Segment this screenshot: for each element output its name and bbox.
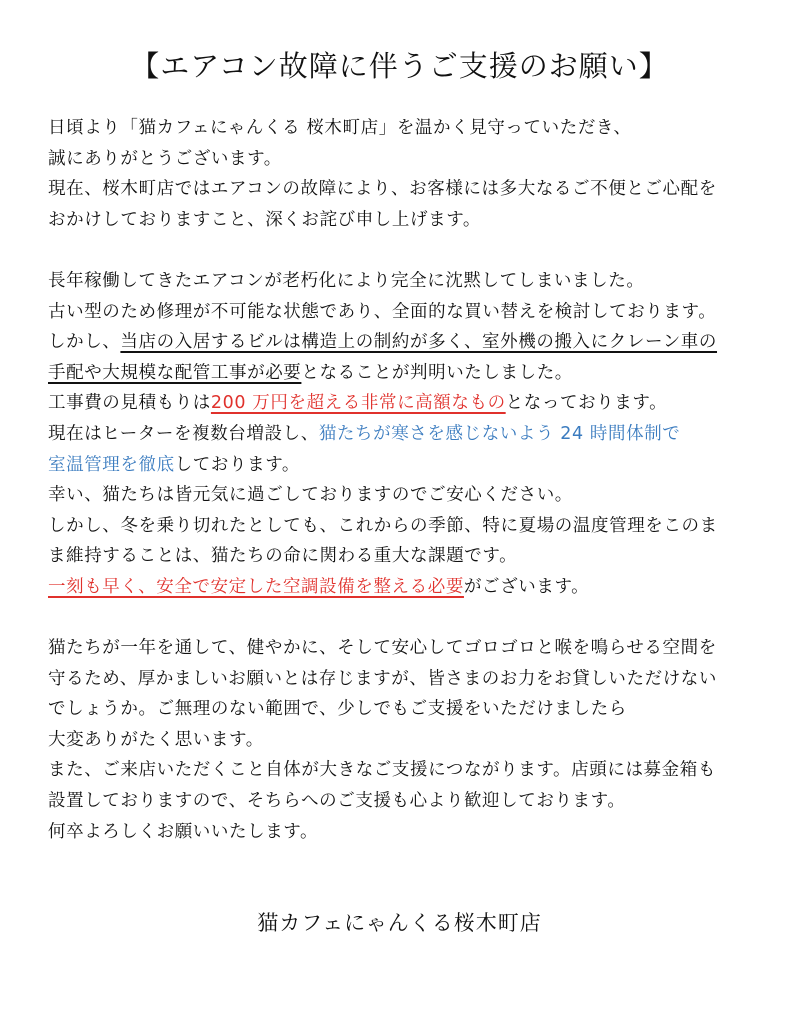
underlined-text: 当店の入居するビルは構造上の制約が多く、室外機の搬入にクレーン車の [120, 332, 718, 353]
highlight-blue: 室温管理を徹底 [48, 454, 175, 475]
text-line: 長年稼働してきたエアコンが老朽化により完全に沈黙してしまいました。 [48, 270, 645, 291]
text-line [48, 388, 768, 419]
text-line: 誠にありがとうございます。 [48, 148, 282, 169]
text-line: 守るため、厚かましいお願いとは存じますが、皆さまのお力をお貸しいただけない [48, 668, 717, 689]
text-line: 幸い、猫たちは皆元気に過ごしておりますのでご安心ください。 [48, 485, 573, 506]
text-line: 日頃より「猫カフェにゃんくる 桜木町店」を温かく見守っていただき、 [48, 118, 632, 138]
paragraph-request [48, 633, 768, 847]
text-line [48, 358, 768, 389]
text-line: また、ご来店いただくこと自体が大きなご支援につながります。店頭には募金箱も [48, 760, 716, 781]
text-segment: 現在はヒーターを複数台増設し、 [48, 423, 319, 444]
text-line [48, 572, 768, 603]
text-segment: しております。 [174, 454, 301, 475]
text-line [48, 327, 768, 358]
text-segment: がございます。 [463, 576, 590, 597]
text-line: 古い型のため修理が不可能な状態であり、全面的な買い替えを検討しております。 [48, 301, 717, 322]
highlight-red-underlined: 一刻も早く、安全で安定した空調設備を整える必要 [48, 576, 464, 597]
text-segment: しかし、 [48, 332, 121, 353]
text-line: しかし、冬を乗り切れたとしても、これからの季節、特に夏場の温度管理をこのま [48, 515, 718, 536]
text-line: 現在、桜木町店ではエアコンの故障により、お客様には多大なるご不便とご心配を [48, 179, 717, 200]
text-line [48, 419, 768, 450]
text-line [48, 450, 768, 481]
highlight-blue: 猫たちが寒さを感じないよう 24 時間体制で [318, 423, 681, 444]
text-line: でしょうか。ご無理のない範囲で、少しでもご支援をいただけましたら [48, 699, 627, 720]
text-segment: 工事費の見積もりは [48, 393, 211, 414]
paragraph-gap [48, 235, 768, 266]
text-line: ま維持することは、猫たちの命に関わる重大な課題です。 [48, 546, 518, 567]
highlight-red-underlined: 200 万円を超える非常に高額なもの [210, 393, 506, 414]
text-line: 何卒よろしくお願いいたします。 [48, 821, 319, 842]
page-title: 【エアコン故障に伴うご支援のお願い】 [130, 49, 669, 83]
text-line: 大変ありがたく思います。 [48, 729, 264, 750]
text-line: 設置しておりますので、そちらへのご支援も心より歓迎しております。 [48, 791, 626, 812]
text-line: おかけしておりますこと、深くお詫び申し上げます。 [48, 209, 481, 230]
paragraph-gap [48, 603, 768, 634]
text-segment: となることが判明いたしました。 [301, 362, 573, 383]
underlined-text: 手配や大規模な配管工事が必要 [48, 362, 302, 383]
paragraph-greeting [48, 113, 768, 235]
notice-body [48, 113, 768, 847]
text-line: 猫たちが一年を通して、健やかに、そして安心してゴロゴロと喉を鳴らせる空間を [48, 638, 717, 659]
paragraph-situation [48, 266, 768, 603]
store-signature: 猫カフェにゃんくる桜木町店 [257, 911, 542, 935]
text-segment: となっております。 [505, 393, 668, 414]
